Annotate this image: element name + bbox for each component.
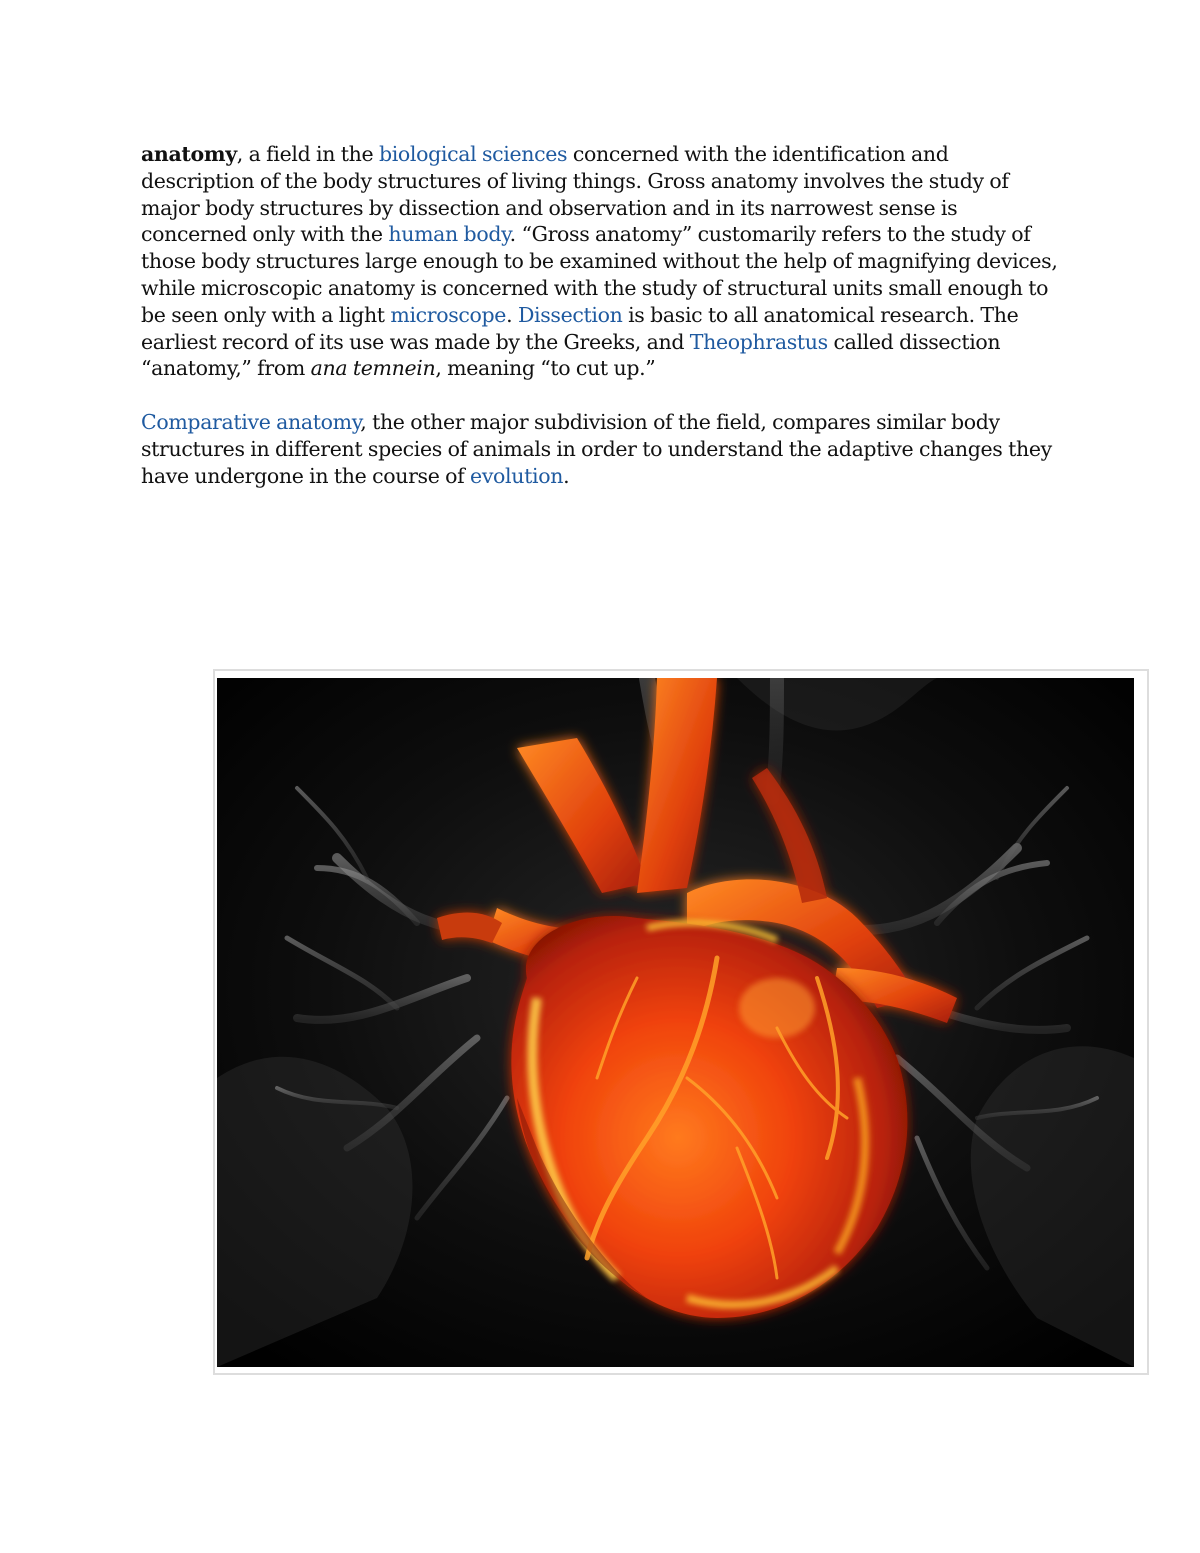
heart-illustration: [217, 678, 1134, 1367]
heart-illustration-svg: [217, 678, 1134, 1367]
text-run: called dissection “anatomy,” from: [141, 329, 1001, 381]
link-theophrastus[interactable]: Theophrastus: [689, 329, 828, 354]
link-dissection[interactable]: Dissection: [517, 302, 623, 327]
text-run: .: [563, 463, 570, 488]
article-body: [141, 141, 1061, 490]
headword: anatomy: [141, 142, 237, 166]
link-evolution[interactable]: evolution: [470, 463, 564, 488]
text-run: , a field in the: [236, 142, 379, 166]
link-microscope[interactable]: microscope: [390, 302, 507, 327]
link-biological-sciences[interactable]: biological sciences: [378, 142, 568, 166]
link-human-body[interactable]: human body: [388, 222, 510, 247]
text-run: is basic to all anatomical research. The earliest record of its use was made by the Greeks, and: [141, 302, 1019, 354]
paragraph-comparative-anatomy: [141, 409, 1061, 489]
text-run: , the other major subdivision of the field, compares similar body structures in different species of animals in order to understand the adaptive changes they have undergone in the course of: [141, 410, 1052, 488]
text-run: concerned with the identification and description of the body structures of living things. Gross anatomy involves the study of major body structures by dissection and observation and in its narrowest sense is concerned only with the: [141, 142, 1009, 247]
paragraph-gross-anatomy: [141, 141, 1061, 382]
italic-term: ana temnein: [310, 356, 436, 381]
text-run: . “Gross anatomy” customarily refers to the study of those body structures large enough to be examined without the help of magnifying devices, while microscopic anatomy is concerned with the study of structural units small enough to be seen only with a light: [141, 222, 1058, 327]
figure-frame: [213, 669, 1149, 1375]
text-run: .: [506, 302, 518, 327]
text-run: , meaning “to cut up.”: [435, 356, 656, 381]
link-comparative-anatomy[interactable]: Comparative anatomy: [141, 410, 361, 435]
